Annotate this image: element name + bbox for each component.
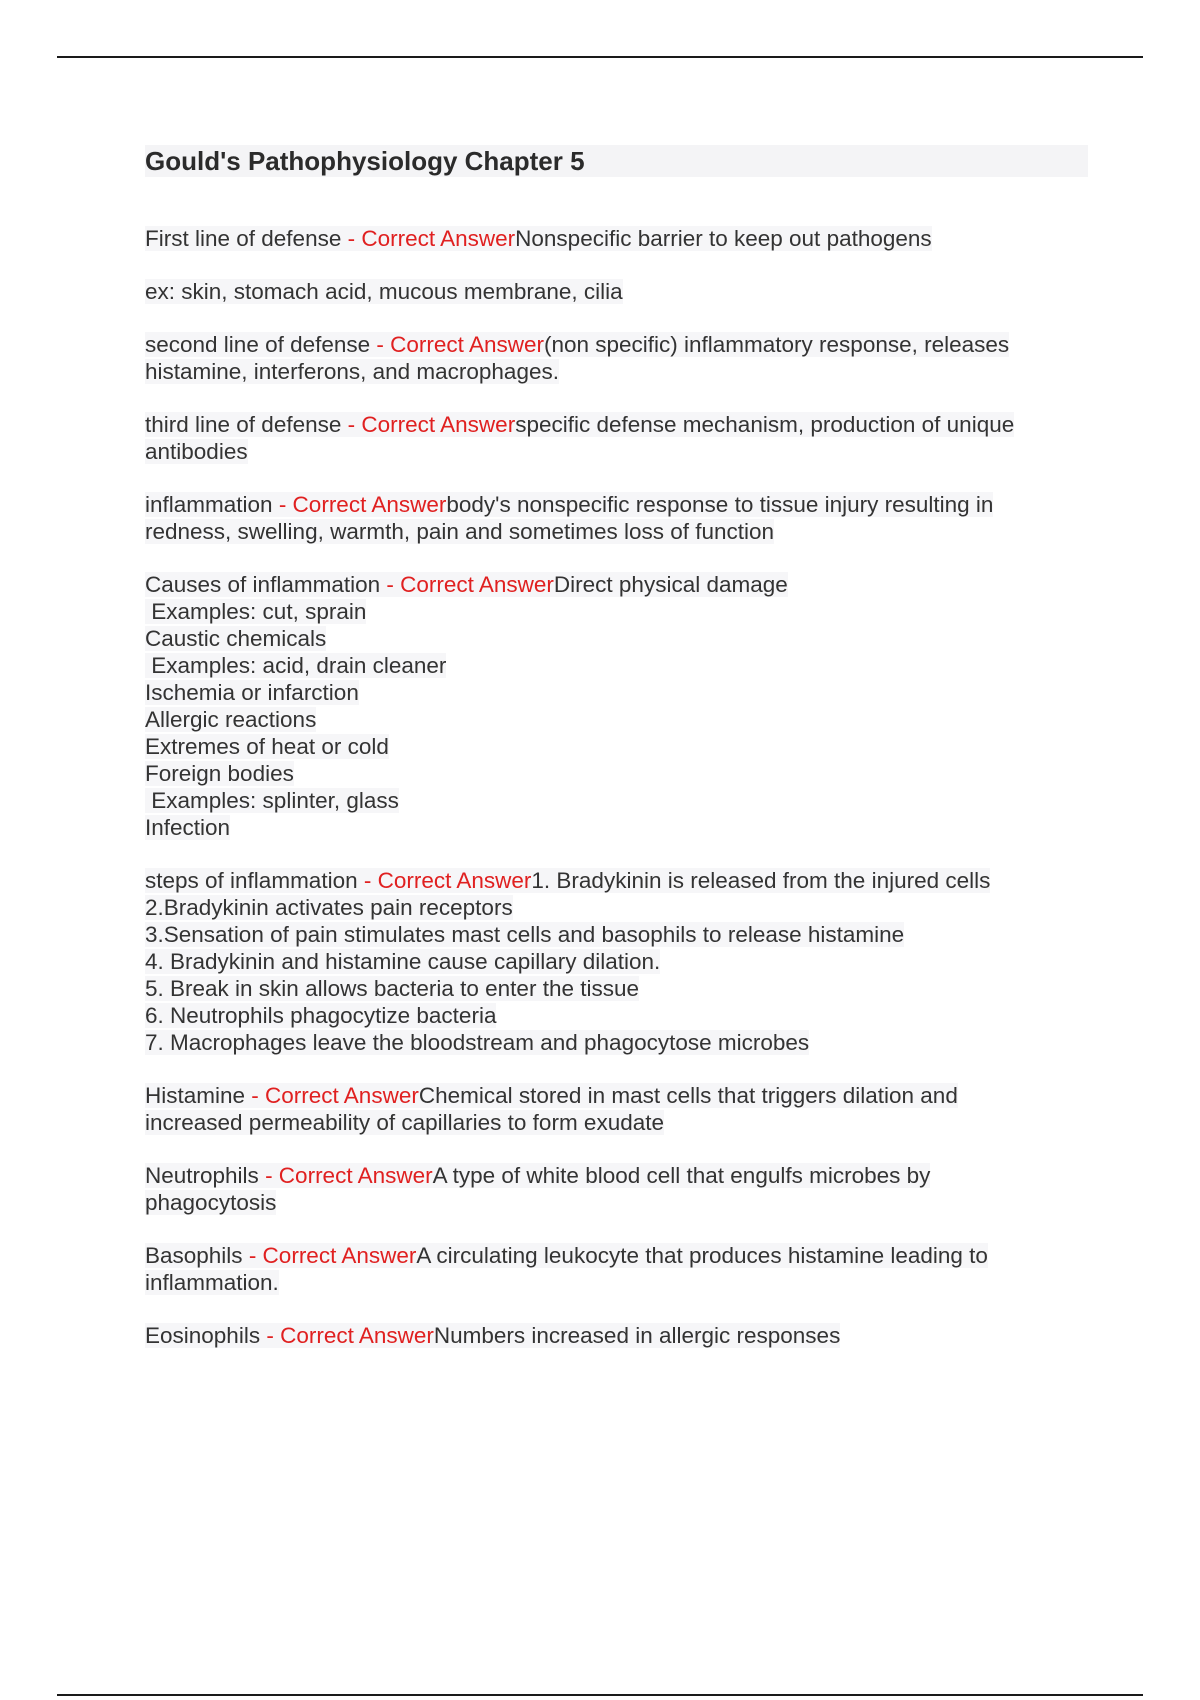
entry-definition: Examples: cut, sprain <box>145 599 367 624</box>
top-rule <box>57 56 1143 58</box>
entry-definition: 1. Bradykinin is released from the injured cells <box>531 868 991 893</box>
entry-definition: 4. Bradykinin and histamine cause capillary dilation. <box>145 949 661 974</box>
entry-line-text <box>145 1243 988 1268</box>
flashcard-entry <box>145 571 1088 841</box>
entry-line-text <box>145 895 513 920</box>
entry-definition: Examples: acid, drain cleaner <box>145 653 447 678</box>
document-title: Gould's Pathophysiology Chapter 5 <box>145 145 1088 177</box>
entry-line-text <box>145 279 623 304</box>
entry-definition: histamine, interferons, and macrophages. <box>145 359 559 384</box>
correct-answer-label: - Correct Answer <box>341 412 516 437</box>
entry-line-text <box>145 332 1009 357</box>
entry-line-text <box>145 815 230 840</box>
correct-answer-label: - Correct Answer <box>370 332 544 357</box>
entry-line-text <box>145 761 294 786</box>
flashcard-entry <box>145 331 1088 385</box>
entry-definition: (non specific) inflammatory response, releases <box>543 332 1010 357</box>
correct-answer-label: - Correct Answer <box>258 1163 433 1188</box>
correct-answer-label: - Correct Answer <box>242 1243 417 1268</box>
entry-definition: ex: skin, stomach acid, mucous membrane, cilia <box>145 279 623 304</box>
document-body <box>145 145 1088 1375</box>
entry-line <box>145 1162 1088 1189</box>
entry-line <box>145 814 1088 841</box>
entry-line-text <box>145 226 932 251</box>
entry-line-text <box>145 599 366 624</box>
entry-term: Causes of inflammation <box>145 572 381 597</box>
entry-definition: phagocytosis <box>145 1190 277 1215</box>
entry-definition: Nonspecific barrier to keep out pathogens <box>515 226 932 251</box>
entry-line <box>145 921 1088 948</box>
entry-definition: body's nonspecific response to tissue injury resulting in <box>446 492 994 517</box>
entry-line-text <box>145 1003 496 1028</box>
flashcard-entry <box>145 1242 1088 1296</box>
entry-line <box>145 1322 1088 1349</box>
entry-line <box>145 571 1088 598</box>
entry-definition: Chemical stored in mast cells that triggers dilation and <box>418 1083 958 1108</box>
entry-line-text <box>145 922 904 947</box>
entry-term: third line of defense <box>145 412 342 437</box>
entry-line <box>145 411 1088 438</box>
entry-term: steps of inflammation <box>145 868 358 893</box>
entry-definition: Numbers increased in allergic responses <box>433 1323 841 1348</box>
entry-definition: 5. Break in skin allows bacteria to enter the tissue <box>145 976 640 1001</box>
entry-line-text <box>145 949 660 974</box>
entry-term: Basophils <box>145 1243 243 1268</box>
correct-answer-label: - Correct Answer <box>357 868 532 893</box>
entry-term: inflammation <box>145 492 273 517</box>
entry-definition: Direct physical damage <box>553 572 788 597</box>
flashcard-entry <box>145 867 1088 1056</box>
entry-definition: 2.Bradykinin activates pain receptors <box>145 895 513 920</box>
entry-line <box>145 1082 1088 1109</box>
correct-answer-label: - Correct Answer <box>341 226 516 251</box>
entry-line-text <box>145 519 774 544</box>
entry-line <box>145 706 1088 733</box>
flashcard-entry <box>145 491 1088 545</box>
flashcard-entry <box>145 1082 1088 1136</box>
entry-line-text <box>145 653 446 678</box>
flashcard-entry <box>145 411 1088 465</box>
entry-line <box>145 1029 1088 1056</box>
flashcard-list <box>145 225 1088 1349</box>
entry-definition: Caustic chemicals <box>145 626 327 651</box>
entry-line-text <box>145 707 316 732</box>
entry-term: Histamine <box>145 1083 246 1108</box>
flashcard-entry <box>145 1322 1088 1349</box>
entry-definition: Ischemia or infarction <box>145 680 359 705</box>
entry-line <box>145 948 1088 975</box>
entry-line-text <box>145 1083 958 1108</box>
entry-line-text <box>145 1110 664 1135</box>
entry-line-text <box>145 359 559 384</box>
flashcard-entry <box>145 225 1088 252</box>
entry-term: First line of defense <box>145 226 342 251</box>
entry-line <box>145 867 1088 894</box>
entry-line-text <box>145 1323 840 1348</box>
bottom-rule <box>57 1694 1143 1696</box>
correct-answer-label: - Correct Answer <box>245 1083 419 1108</box>
entry-line <box>145 358 1088 385</box>
entry-term: Eosinophils <box>145 1323 261 1348</box>
entry-line <box>145 975 1088 1002</box>
entry-line-text <box>145 439 248 464</box>
entry-line <box>145 625 1088 652</box>
entry-definition: redness, swelling, warmth, pain and sometimes loss of function <box>145 519 775 544</box>
entry-line <box>145 652 1088 679</box>
entry-line-text <box>145 412 1014 437</box>
entry-line <box>145 438 1088 465</box>
entry-line <box>145 1242 1088 1269</box>
entry-line <box>145 787 1088 814</box>
entry-line <box>145 491 1088 518</box>
flashcard-entry <box>145 278 1088 305</box>
entry-line <box>145 1189 1088 1216</box>
flashcard-entry <box>145 1162 1088 1216</box>
entry-line-text <box>145 572 788 597</box>
entry-line-text <box>145 680 359 705</box>
entry-line-text <box>145 1190 276 1215</box>
entry-line-text <box>145 788 399 813</box>
entry-definition: 3.Sensation of pain stimulates mast cells and basophils to release histamine <box>145 922 905 947</box>
entry-term: Neutrophils <box>145 1163 259 1188</box>
correct-answer-label: - Correct Answer <box>272 492 447 517</box>
entry-definition: Examples: splinter, glass <box>145 788 399 813</box>
entry-line-text <box>145 492 993 517</box>
entry-definition: specific defense mechanism, production of unique <box>515 412 1015 437</box>
entry-line-text <box>145 1163 930 1188</box>
entry-line <box>145 598 1088 625</box>
entry-line <box>145 1002 1088 1029</box>
entry-line <box>145 679 1088 706</box>
entry-line <box>145 1109 1088 1136</box>
entry-line-text <box>145 976 639 1001</box>
entry-definition: increased permeability of capillaries to form exudate <box>145 1110 665 1135</box>
entry-line <box>145 1269 1088 1296</box>
entry-line-text <box>145 868 990 893</box>
entry-line <box>145 733 1088 760</box>
correct-answer-label: - Correct Answer <box>380 572 554 597</box>
entry-definition: Foreign bodies <box>145 761 294 786</box>
entry-definition: Allergic reactions <box>145 707 317 732</box>
entry-definition: A type of white blood cell that engulfs microbes by <box>432 1163 931 1188</box>
entry-line-text <box>145 734 389 759</box>
entry-line <box>145 225 1088 252</box>
correct-answer-label: - Correct Answer <box>260 1323 434 1348</box>
entry-line <box>145 278 1088 305</box>
entry-definition: Extremes of heat or cold <box>145 734 389 759</box>
entry-line-text <box>145 1030 809 1055</box>
entry-line-text <box>145 1270 279 1295</box>
entry-line <box>145 894 1088 921</box>
entry-definition: 6. Neutrophils phagocytize bacteria <box>145 1003 497 1028</box>
entry-line <box>145 518 1088 545</box>
entry-definition: A circulating leukocyte that produces histamine leading to <box>416 1243 988 1268</box>
entry-definition: antibodies <box>145 439 248 464</box>
entry-definition: 7. Macrophages leave the bloodstream and phagocytose microbes <box>145 1030 810 1055</box>
entry-line <box>145 760 1088 787</box>
entry-definition: inflammation. <box>145 1270 279 1295</box>
entry-definition: Infection <box>145 815 231 840</box>
entry-line-text <box>145 626 326 651</box>
entry-term: second line of defense <box>145 332 371 357</box>
entry-line <box>145 331 1088 358</box>
